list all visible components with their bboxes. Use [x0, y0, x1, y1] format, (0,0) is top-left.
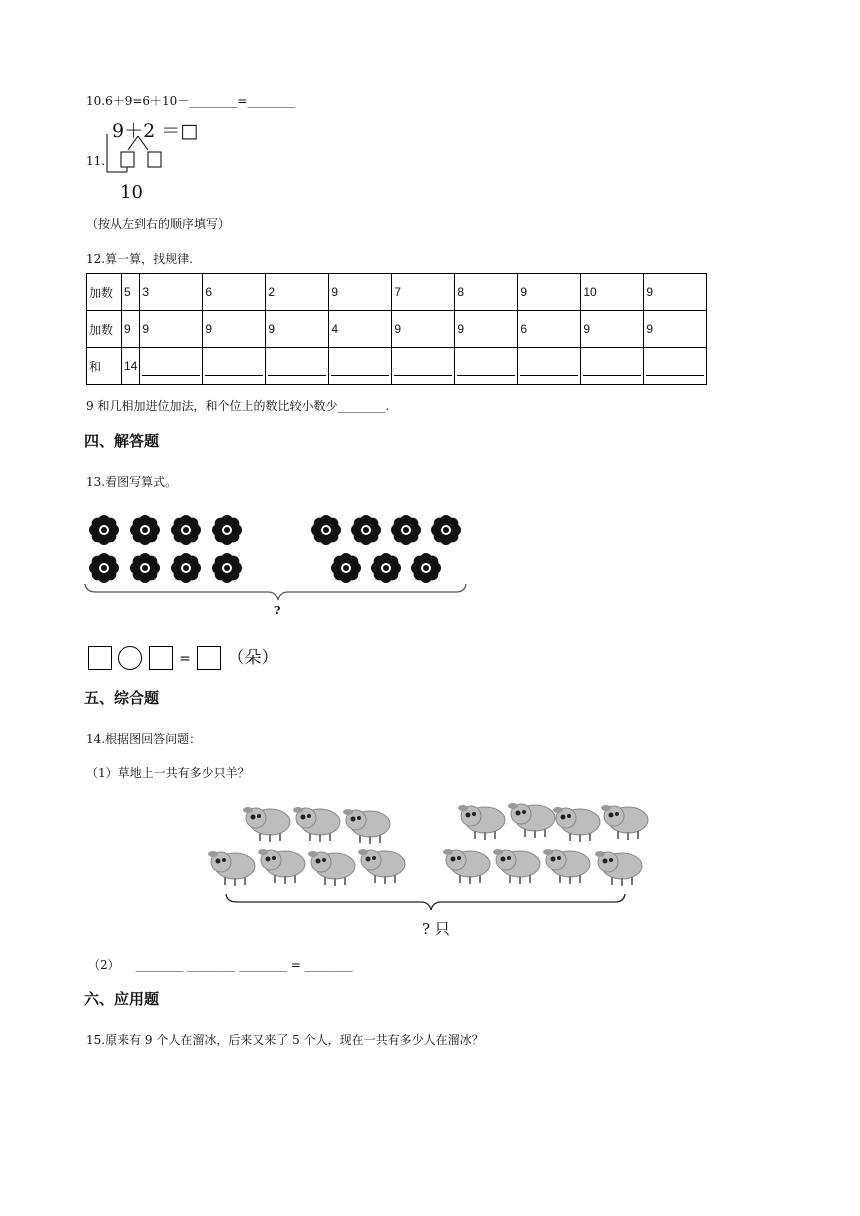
- table-cell: 14: [122, 348, 140, 385]
- flower-picture: [84, 510, 474, 620]
- flower-icon: [170, 552, 202, 584]
- table-cell: 9: [518, 274, 581, 311]
- question-11-diagram: [86, 116, 206, 208]
- flower-icon: [390, 514, 422, 546]
- sheep-icon: [355, 842, 409, 886]
- flower-icon: [170, 514, 202, 546]
- flower-icon: [410, 552, 442, 584]
- sheep-icon: [340, 802, 394, 846]
- rule-table: [86, 273, 707, 385]
- table-cell: 9: [392, 311, 455, 348]
- table-cell: 6: [203, 274, 266, 311]
- table-cell: 9: [455, 311, 518, 348]
- sheep-icon: [255, 842, 309, 886]
- row-label: 加数: [87, 274, 122, 311]
- table-cell: 9: [329, 274, 392, 311]
- table-cell: 4: [329, 311, 392, 348]
- answer-blank-cell[interactable]: [266, 348, 329, 385]
- flower-icon: [350, 514, 382, 546]
- answer-blank-cell[interactable]: [455, 348, 518, 385]
- flower-icon: [211, 552, 243, 584]
- question-14-part-2: [88, 956, 353, 973]
- table-cell: 10: [581, 274, 644, 311]
- answer-blank-cell[interactable]: [644, 348, 707, 385]
- question-12-conclusion: 9 和几相加进位加法，和个位上的数比较小数少________.: [86, 399, 390, 413]
- table-cell: 9: [203, 311, 266, 348]
- sheep-icon: [290, 800, 344, 844]
- flower-icon: [129, 514, 161, 546]
- question-10: 10.6＋9=6＋10－________=________: [86, 94, 296, 108]
- brace-label: ? 只: [422, 920, 450, 938]
- table-row: [87, 311, 707, 348]
- question-11-note: （按从左到右的顺序填写）: [86, 217, 231, 231]
- table-cell: 6: [518, 311, 581, 348]
- question-14-part-1: （1）草地上一共有多少只羊？: [86, 766, 250, 780]
- question-15: 15.原来有 9 个人在溜冰，后来又来了 5 个人，现在一共有多少人在溜冰？: [86, 1033, 484, 1047]
- sheep-icon: [550, 800, 604, 844]
- table-cell: 3: [140, 274, 203, 311]
- answer-blank-cell[interactable]: [140, 348, 203, 385]
- flower-icon: [129, 552, 161, 584]
- table-cell: 8: [455, 274, 518, 311]
- flower-icon: [211, 514, 243, 546]
- answer-blank-cell[interactable]: [329, 348, 392, 385]
- table-cell: 5: [122, 274, 140, 311]
- question-11-number: 11.: [86, 154, 106, 168]
- flower-icon: [430, 514, 462, 546]
- answer-box[interactable]: [149, 646, 173, 670]
- sheep-icon: [490, 842, 544, 886]
- table-cell: 9: [140, 311, 203, 348]
- table-cell: 9: [122, 311, 140, 348]
- question-12-title: 12.算一算，找规律.: [86, 252, 193, 266]
- sheep-icon: [592, 844, 646, 888]
- table-cell: 2: [266, 274, 329, 311]
- sheep-icon: [598, 798, 652, 842]
- answer-box[interactable]: [197, 646, 221, 670]
- answer-blank-cell[interactable]: [518, 348, 581, 385]
- table-cell: 9: [644, 274, 707, 311]
- table-row: [87, 274, 707, 311]
- answer-blank-cell[interactable]: [203, 348, 266, 385]
- sheep-icon: [455, 798, 509, 842]
- question-14-title: 14.根据图回答问题：: [86, 732, 202, 746]
- brace: [225, 892, 627, 914]
- brace-label: ?: [274, 604, 281, 617]
- table-cell: 9: [266, 311, 329, 348]
- sheep-icon: [205, 844, 259, 888]
- sheep-picture: [200, 792, 660, 942]
- operator-circle[interactable]: [118, 646, 142, 670]
- flower-icon: [88, 552, 120, 584]
- section-heading: 四、解答题: [84, 432, 160, 450]
- table-cell: 9: [581, 311, 644, 348]
- answer-blank-cell[interactable]: [581, 348, 644, 385]
- flower-icon: [88, 514, 120, 546]
- equation: 9＋2 ＝□: [112, 120, 199, 142]
- flower-icon: [330, 552, 362, 584]
- answer-box[interactable]: [88, 646, 112, 670]
- sheep-icon: [540, 842, 594, 886]
- flower-icon: [370, 552, 402, 584]
- table-cell: 7: [392, 274, 455, 311]
- section-heading: 六、应用题: [84, 990, 160, 1008]
- table-cell: 9: [644, 311, 707, 348]
- answer-equation: [88, 643, 279, 670]
- answer-blank-cell[interactable]: [392, 348, 455, 385]
- row-label: 和: [87, 348, 122, 385]
- bottom-number: 10: [120, 182, 143, 203]
- sheep-icon: [240, 800, 294, 844]
- table-row: [87, 348, 707, 385]
- part-label: （2）: [88, 958, 120, 972]
- row-label: 加数: [87, 311, 122, 348]
- sheep-icon: [440, 842, 494, 886]
- section-heading: 五、综合题: [84, 689, 160, 707]
- flower-icon: [310, 514, 342, 546]
- unit-label: （朵）: [227, 648, 279, 668]
- equals-sign: =: [179, 651, 191, 667]
- answer-blanks[interactable]: ________ ________ ________ = ________: [135, 958, 353, 972]
- question-13-title: 13.看图写算式。: [86, 475, 178, 489]
- sheep-icon: [305, 844, 359, 888]
